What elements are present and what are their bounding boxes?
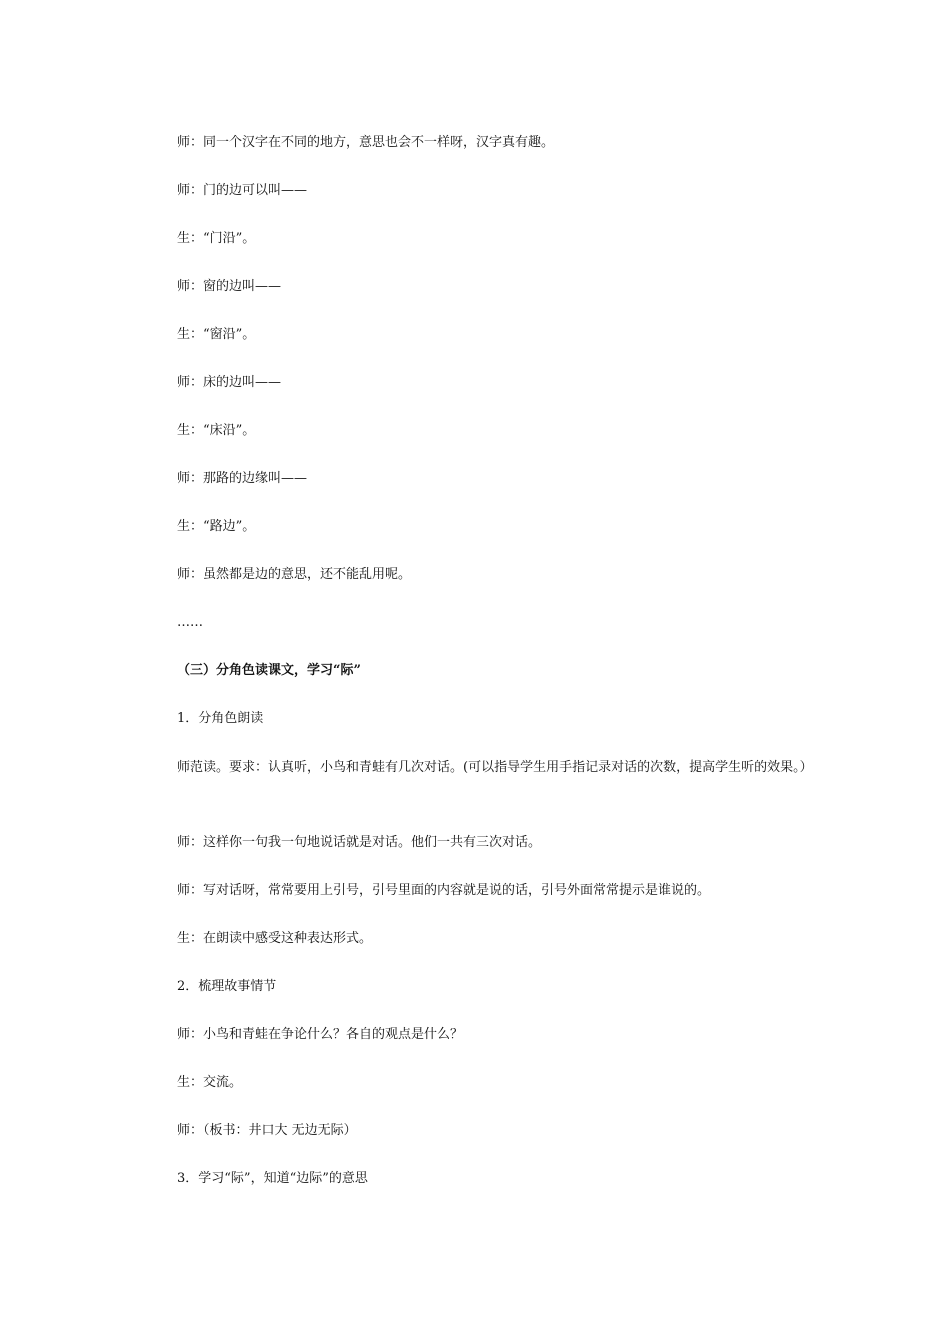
dialogue-line: 师：同一个汉字在不同的地方，意思也会不一样呀，汉字真有趣。 bbox=[177, 135, 555, 150]
dialogue-line: 生：“床沿”。 bbox=[177, 423, 256, 438]
dialogue-line: 生：“窗沿”。 bbox=[177, 327, 256, 342]
dialogue-line: 师：窗的边叫—— bbox=[177, 279, 282, 294]
dialogue-line: 生：“门沿”。 bbox=[177, 231, 256, 246]
dialogue-line: 师：（板书：井口大 无边无际） bbox=[177, 1123, 357, 1138]
section-heading: （三）分角色读课文，学习“际” bbox=[177, 663, 361, 678]
numbered-item: 3．学习“际”，知道“边际”的意思 bbox=[177, 1171, 368, 1186]
dialogue-line: 师：虽然都是边的意思，还不能乱用呢。 bbox=[177, 567, 412, 582]
dialogue-line: 师：那路的边缘叫—— bbox=[177, 471, 308, 486]
dialogue-line: 师：写对话呀，常常要用上引号，引号里面的内容就是说的话，引号外面常常提示是谁说的。 bbox=[177, 883, 711, 898]
dialogue-line: 生：交流。 bbox=[177, 1075, 243, 1090]
dialogue-line: 师：门的边可以叫—— bbox=[177, 183, 308, 198]
ellipsis-line: …… bbox=[177, 615, 203, 630]
dialogue-line: 生：在朗读中感受这种表达形式。 bbox=[177, 931, 373, 946]
demo-paragraph: 师范读。要求：认真听，小鸟和青蛙有几次对话。(可以指导学生用手指记录对话的次数，提高学生听的效果。） bbox=[177, 760, 813, 775]
dialogue-line: 师：床的边叫—— bbox=[177, 375, 282, 390]
dialogue-line: 师：小鸟和青蛙在争论什么？各自的观点是什么？ bbox=[177, 1027, 464, 1042]
numbered-item: 2．梳理故事情节 bbox=[177, 979, 277, 994]
numbered-item: 1．分角色朗读 bbox=[177, 711, 264, 726]
dialogue-line: 生：“路边”。 bbox=[177, 519, 256, 534]
dialogue-line: 师：这样你一句我一句地说话就是对话。他们一共有三次对话。 bbox=[177, 835, 542, 850]
